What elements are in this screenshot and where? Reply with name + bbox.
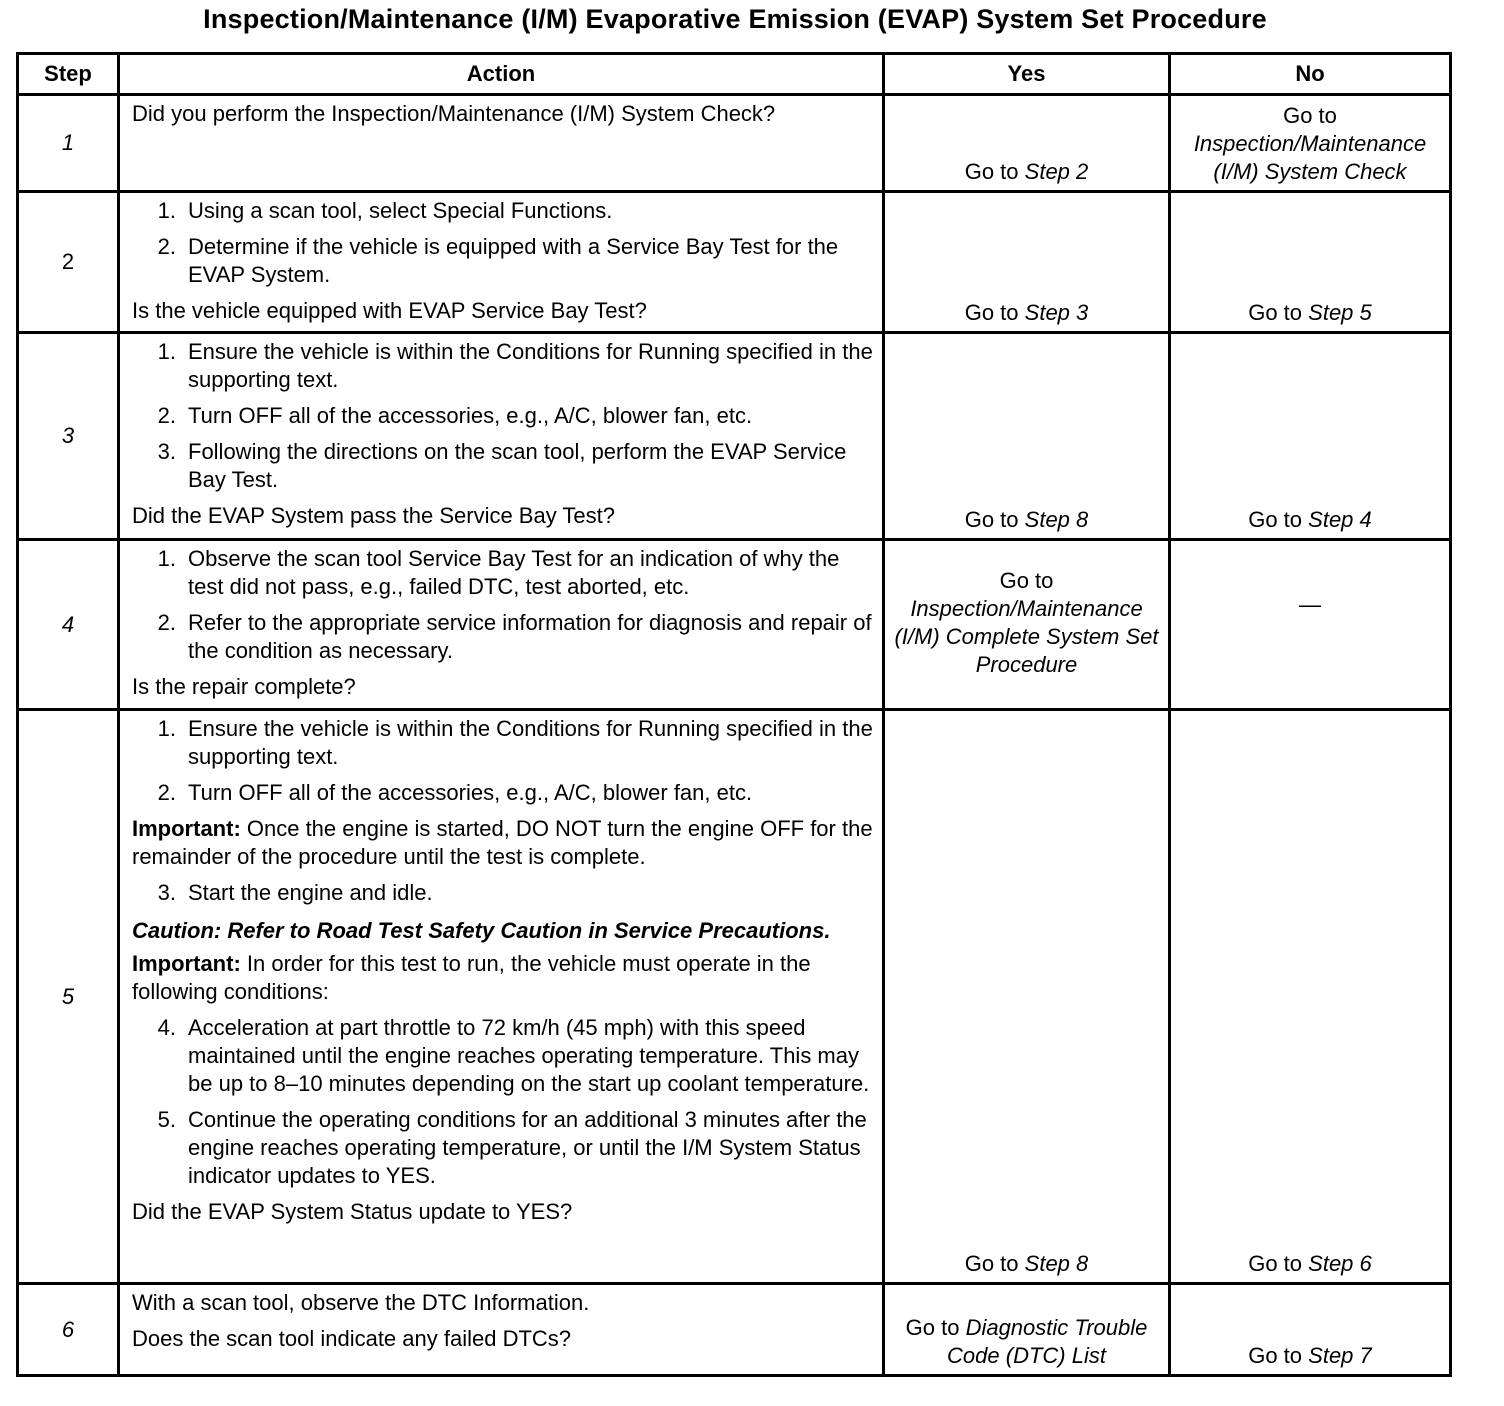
list-item bbox=[132, 1106, 874, 1190]
important-text: Once the engine is started, DO NOT turn the engine OFF for the remainder of the procedure until the test is complete. bbox=[132, 816, 873, 869]
step-number: 6 bbox=[18, 1284, 119, 1376]
no-cell[interactable] bbox=[1170, 333, 1451, 540]
header-yes: Yes bbox=[884, 54, 1170, 95]
important-note bbox=[132, 815, 874, 871]
yes-prefix: Go to bbox=[964, 1251, 1019, 1276]
no-prefix: Go to bbox=[1248, 1251, 1303, 1276]
table-row bbox=[18, 192, 1451, 333]
no-link[interactable]: Step 7 bbox=[1308, 1343, 1372, 1368]
no-dash: — bbox=[1299, 591, 1321, 617]
no-link[interactable]: Inspection/Maintenance (I/M) System Check bbox=[1193, 131, 1427, 184]
important-note bbox=[132, 950, 874, 1006]
list-item bbox=[132, 197, 874, 225]
item-text: Turn OFF all of the accessories, e.g., A/C, blower fan, etc. bbox=[188, 403, 753, 428]
header-row bbox=[18, 54, 1451, 95]
item-number: 2. bbox=[157, 234, 176, 259]
item-text: Acceleration at part throttle to 72 km/h (45 mph) with this speed maintained until the engine reaches operating temperature. This may be up to 8–10 minutes depending on the start up coolant temperature. bbox=[188, 1015, 870, 1096]
yes-link[interactable]: Diagnostic Trouble Code (DTC) List bbox=[947, 1315, 1148, 1368]
yes-cell[interactable] bbox=[884, 333, 1170, 540]
yes-link[interactable]: Step 8 bbox=[1024, 1251, 1089, 1276]
question: Did the EVAP System pass the Service Bay Test? bbox=[132, 503, 616, 528]
item-number: 2. bbox=[157, 610, 176, 635]
item-number: 4. bbox=[157, 1015, 176, 1040]
action-cell bbox=[119, 333, 884, 540]
item-text: Refer to the appropriate service information for diagnosis and repair of the condition as necessary. bbox=[188, 610, 872, 663]
item-number: 3. bbox=[157, 880, 176, 905]
table-row bbox=[18, 1284, 1451, 1376]
action-cell bbox=[119, 710, 884, 1284]
item-text: Ensure the vehicle is within the Conditions for Running specified in the supporting text. bbox=[188, 716, 873, 769]
yes-prefix: Go to bbox=[964, 300, 1019, 325]
no-link[interactable]: Step 4 bbox=[1308, 507, 1372, 532]
action-cell bbox=[119, 540, 884, 710]
no-prefix: Go to bbox=[1283, 103, 1337, 128]
item-text: Determine if the vehicle is equipped with a Service Bay Test for the EVAP System. bbox=[188, 234, 839, 287]
yes-cell[interactable] bbox=[884, 192, 1170, 333]
step-number: 5 bbox=[18, 710, 119, 1284]
no-cell[interactable] bbox=[1170, 1284, 1451, 1376]
list-item bbox=[132, 545, 874, 601]
item-number: 2. bbox=[157, 403, 176, 428]
list-item bbox=[132, 233, 874, 289]
item-number: 1. bbox=[157, 339, 176, 364]
no-prefix: Go to bbox=[1248, 1343, 1303, 1368]
question: Is the vehicle equipped with EVAP Service Bay Test? bbox=[132, 298, 647, 323]
no-cell bbox=[1170, 540, 1451, 710]
table-row bbox=[18, 710, 1451, 1284]
table-row bbox=[18, 333, 1451, 540]
item-number: 3. bbox=[157, 439, 176, 464]
step-number: 2 bbox=[18, 192, 119, 333]
caution-note: Caution: Refer to Road Test Safety Caution in Service Precautions. bbox=[132, 918, 831, 943]
step-list bbox=[132, 197, 874, 289]
list-item bbox=[132, 338, 874, 394]
item-text: Following the directions on the scan tool, perform the EVAP Service Bay Test. bbox=[188, 439, 847, 492]
item-number: 5. bbox=[157, 1107, 176, 1132]
yes-cell[interactable] bbox=[884, 540, 1170, 710]
procedure-table bbox=[16, 52, 1452, 1377]
step-list bbox=[132, 1014, 874, 1190]
yes-cell[interactable] bbox=[884, 95, 1170, 192]
action-cell bbox=[119, 1284, 884, 1376]
important-label: Important: bbox=[132, 816, 241, 841]
yes-prefix: Go to bbox=[964, 159, 1019, 184]
list-item bbox=[132, 609, 874, 665]
question: Did you perform the Inspection/Maintenance (I/M) System Check? bbox=[132, 101, 776, 126]
step-number: 3 bbox=[18, 333, 119, 540]
yes-prefix: Go to bbox=[905, 1315, 960, 1340]
step-number: 1 bbox=[18, 95, 119, 192]
no-prefix: Go to bbox=[1248, 300, 1303, 325]
important-text: In order for this test to run, the vehicle must operate in the following conditions: bbox=[132, 951, 811, 1004]
item-text: Turn OFF all of the accessories, e.g., A/C, blower fan, etc. bbox=[188, 780, 753, 805]
action-line: With a scan tool, observe the DTC Information. bbox=[132, 1290, 590, 1315]
step-list bbox=[132, 879, 874, 907]
list-item bbox=[132, 1014, 874, 1098]
action-cell bbox=[119, 192, 884, 333]
header-step: Step bbox=[18, 54, 119, 95]
no-prefix: Go to bbox=[1248, 507, 1303, 532]
important-label: Important: bbox=[132, 951, 241, 976]
step-list bbox=[132, 338, 874, 494]
header-no: No bbox=[1170, 54, 1451, 95]
list-item bbox=[132, 402, 874, 430]
item-text: Start the engine and idle. bbox=[188, 880, 433, 905]
item-number: 2. bbox=[157, 780, 176, 805]
table-row bbox=[18, 95, 1451, 192]
yes-prefix: Go to bbox=[999, 567, 1054, 593]
yes-cell[interactable] bbox=[884, 1284, 1170, 1376]
item-number: 1. bbox=[157, 716, 176, 741]
list-item bbox=[132, 438, 874, 494]
action-cell bbox=[119, 95, 884, 192]
item-text: Observe the scan tool Service Bay Test for an indication of why the test did not pass, e.g., failed DTC, test aborted, etc. bbox=[188, 546, 840, 599]
yes-cell[interactable] bbox=[884, 710, 1170, 1284]
no-link[interactable]: Step 6 bbox=[1308, 1251, 1372, 1276]
no-link[interactable]: Step 5 bbox=[1308, 300, 1372, 325]
table-row bbox=[18, 540, 1451, 710]
list-item bbox=[132, 715, 874, 771]
item-number: 1. bbox=[157, 198, 176, 223]
question: Did the EVAP System Status update to YES? bbox=[132, 1199, 573, 1224]
item-text: Using a scan tool, select Special Functions. bbox=[188, 198, 613, 223]
step-number: 4 bbox=[18, 540, 119, 710]
list-item bbox=[132, 779, 874, 807]
item-text: Ensure the vehicle is within the Conditions for Running specified in the supporting text. bbox=[188, 339, 873, 392]
item-number: 1. bbox=[157, 546, 176, 571]
step-list bbox=[132, 715, 874, 807]
step-list bbox=[132, 545, 874, 665]
question: Is the repair complete? bbox=[132, 674, 356, 699]
header-action: Action bbox=[119, 54, 884, 95]
no-cell[interactable] bbox=[1170, 710, 1451, 1284]
no-cell[interactable] bbox=[1170, 192, 1451, 333]
no-cell[interactable] bbox=[1170, 95, 1451, 192]
list-item bbox=[132, 879, 874, 907]
yes-prefix: Go to bbox=[964, 507, 1019, 532]
item-text: Continue the operating conditions for an additional 3 minutes after the engine reaches operating temperature, or until the I/M System Status indicator updates to YES. bbox=[188, 1107, 867, 1188]
question: Does the scan tool indicate any failed DTCs? bbox=[132, 1326, 572, 1351]
yes-link[interactable]: Step 3 bbox=[1024, 300, 1089, 325]
page-title: Inspection/Maintenance (I/M) Evaporative Emission (EVAP) System Set Procedure bbox=[203, 4, 1267, 34]
yes-link[interactable]: Step 8 bbox=[1024, 507, 1089, 532]
yes-link[interactable]: Step 2 bbox=[1024, 159, 1089, 184]
yes-link[interactable]: Inspection/Maintenance (I/M) Complete System Set Procedure bbox=[894, 595, 1159, 677]
